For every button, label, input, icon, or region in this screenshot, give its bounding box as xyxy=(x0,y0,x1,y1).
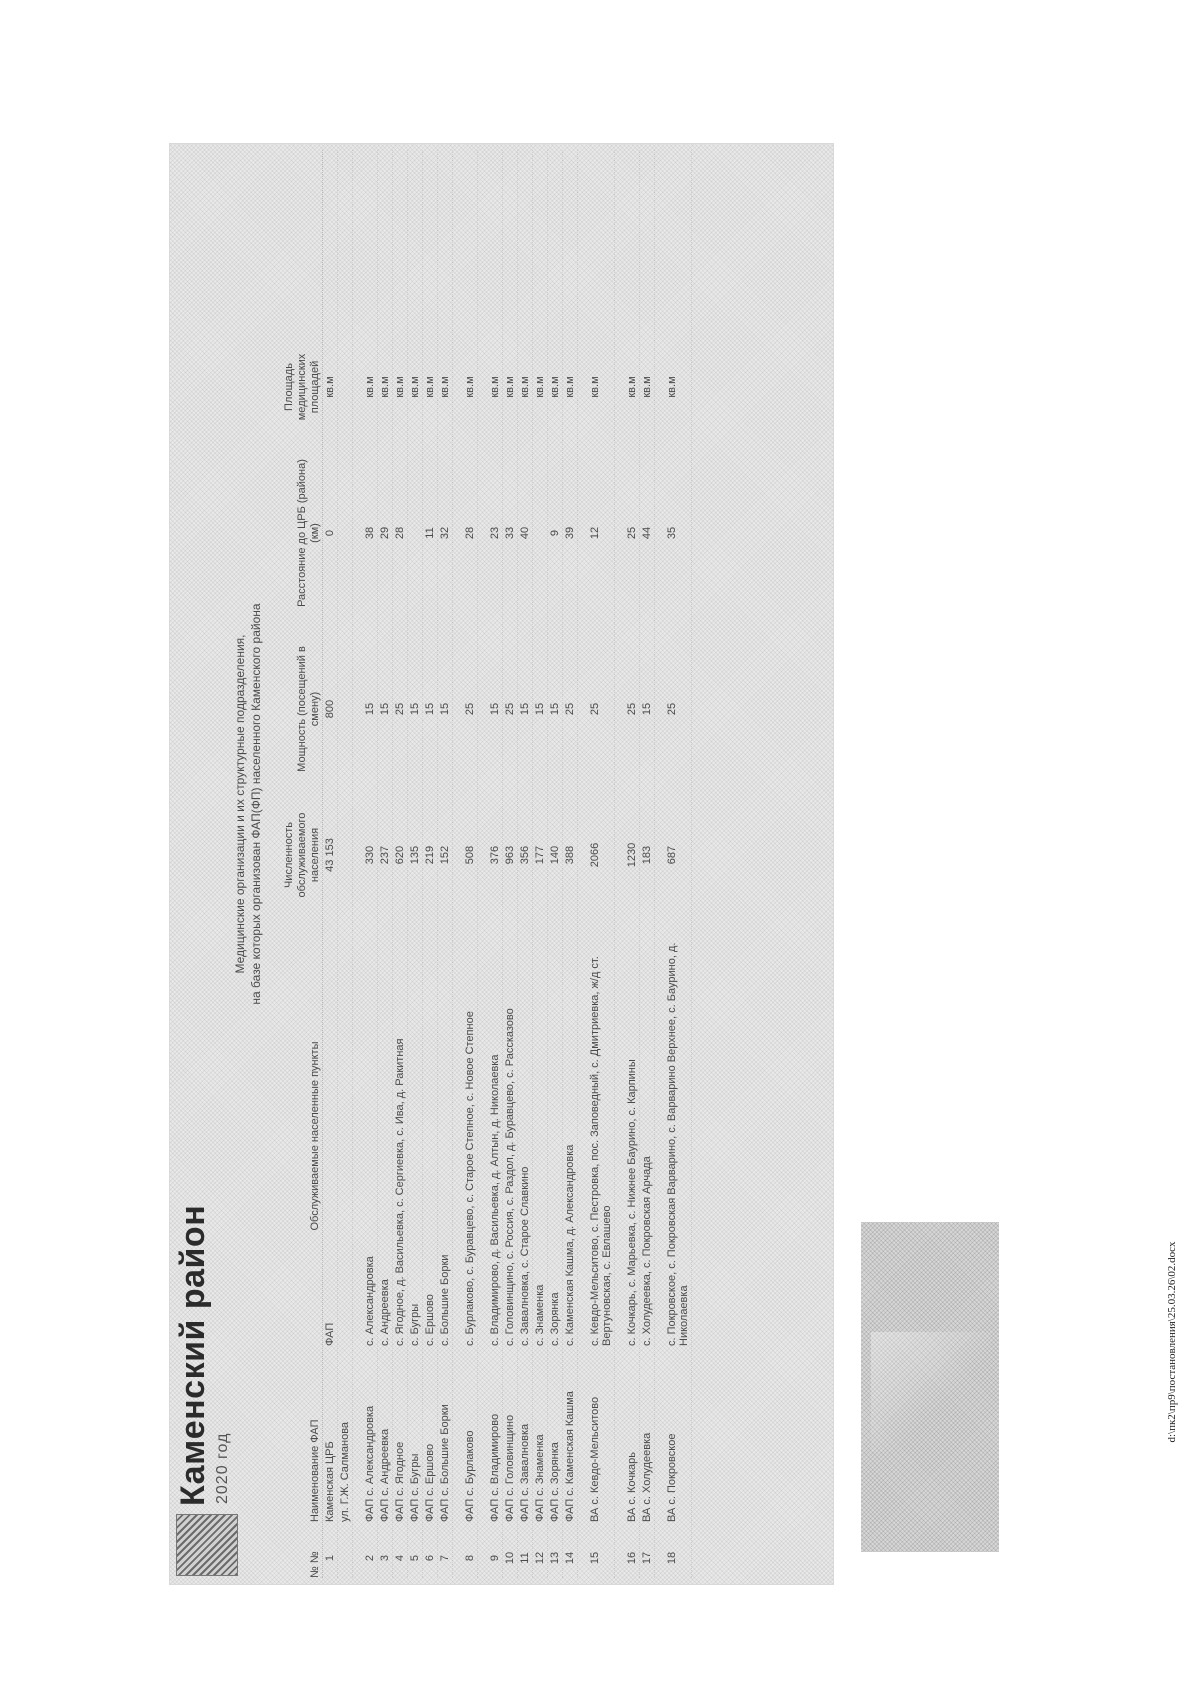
cell-facility-name: Каменская ЦРБ xyxy=(324,1441,336,1522)
cell-capacity: 25 xyxy=(564,702,576,716)
cell-area: кв.м xyxy=(324,376,336,398)
cell-population: 135 xyxy=(409,845,421,865)
cell-population: 1230 xyxy=(626,842,638,868)
table-row xyxy=(488,150,503,1578)
cell-area: кв.м xyxy=(439,376,451,398)
cell-area: кв.м xyxy=(641,376,653,398)
cell-distance: 38 xyxy=(364,526,376,540)
cell-served-villages: с. Каменская Кашма, д. Александровка xyxy=(564,1144,576,1346)
table-caption-line-2: на базе которых организован ФАП(ФП) населенного Каменского района xyxy=(249,603,263,1005)
cell-distance: 11 xyxy=(424,527,436,539)
table-row xyxy=(625,150,640,1578)
cell-capacity: 15 xyxy=(641,702,653,716)
cell-facility-name: ФАП с. Андреевка xyxy=(379,1428,391,1522)
cell-distance: 0 xyxy=(324,529,336,537)
cell-served-villages: с. Бугры xyxy=(409,1303,421,1346)
cell-population: 963 xyxy=(504,845,516,865)
cell-capacity: 25 xyxy=(626,702,638,716)
cell-area: кв.м xyxy=(549,376,561,398)
cell-area: кв.м xyxy=(464,376,476,398)
column-header-population: Численность обслуживаемого населения xyxy=(283,812,321,898)
facilities-table xyxy=(272,150,692,1578)
district-year: 2020 год xyxy=(214,1432,231,1504)
file-path-footer: d:\пк2\пр9\постановления\25.03.26\02.docx xyxy=(1166,1241,1178,1443)
cell-capacity: 15 xyxy=(379,702,391,716)
cell-served-villages: с. Холудеевка, с. Покровская Арчада xyxy=(641,1156,653,1346)
cell-row-number: 14 xyxy=(564,1551,576,1565)
cell-area: кв.м xyxy=(409,376,421,398)
table-row xyxy=(640,150,655,1578)
cell-area: кв.м xyxy=(626,376,638,398)
cell-facility-name: ФАП с. Головинщино xyxy=(504,1414,516,1522)
cell-served-villages: с. Владимирово, д. Васильевка, д. Алтын, д. Николаевка xyxy=(489,1054,501,1346)
cell-row-number: 5 xyxy=(409,1554,421,1562)
cell-row-number: 17 xyxy=(641,1551,653,1565)
table-row xyxy=(533,150,548,1578)
cell-population: 388 xyxy=(564,845,576,865)
cell-population: 508 xyxy=(464,845,476,865)
cell-facility-name: ВА с. Покровское xyxy=(666,1433,678,1522)
column-header-capacity: Мощность (посещений в смену) xyxy=(296,646,321,772)
table-row xyxy=(408,150,423,1578)
cell-area: кв.м xyxy=(589,376,601,398)
cell-facility-name: ВА с. Кочкарь xyxy=(626,1451,638,1522)
cell-served-villages: с. Кочкарь, с. Марьевка, с. Нижнее Баурино, с. Карпины xyxy=(626,1059,638,1346)
table-row xyxy=(563,150,578,1578)
cell-row-number: 4 xyxy=(394,1554,406,1562)
cell-population: 219 xyxy=(424,845,436,865)
cell-area: кв.м xyxy=(424,376,436,398)
cell-distance: 33 xyxy=(504,526,516,540)
cell-capacity: 25 xyxy=(464,702,476,716)
cell-capacity: 25 xyxy=(504,702,516,716)
cell-distance: 9 xyxy=(549,529,561,537)
table-row xyxy=(423,150,438,1578)
cell-area: кв.м xyxy=(564,376,576,398)
cell-distance: 12 xyxy=(589,526,601,540)
cell-population: 183 xyxy=(641,845,653,865)
cell-row-number: 3 xyxy=(379,1554,391,1562)
cell-population: 687 xyxy=(666,845,678,865)
cell-served-villages: с. Головинщино, с. Россия, с. Раздол, д. Буравцево, с. Рассказово xyxy=(504,1008,516,1346)
table-row xyxy=(338,150,353,1578)
cell-row-number: 12 xyxy=(534,1551,546,1565)
cell-row-number: 10 xyxy=(504,1551,516,1565)
cell-population: 237 xyxy=(379,845,391,865)
cell-served-villages: с. Кевдо-Мельситово, с. Пестровка, пос. Заповедный, с. Дмитриевка, ж/д ст. Вертуновская, с. Евлашево xyxy=(589,956,613,1346)
column-header-area: Площадь медицинских площадей xyxy=(283,353,321,421)
cell-distance: 25 xyxy=(626,526,638,540)
cell-distance: 23 xyxy=(489,526,501,540)
cell-area: кв.м xyxy=(666,376,678,398)
cell-row-number: 6 xyxy=(424,1554,436,1562)
cell-distance: 28 xyxy=(464,526,476,540)
cell-capacity: 15 xyxy=(519,702,531,716)
cell-facility-name: ул. Г.Ж. Салманова xyxy=(339,1421,351,1522)
table-header-row xyxy=(272,150,323,1578)
cell-row-number: 18 xyxy=(666,1551,678,1565)
cell-facility-name: ВА с. Холудеевка xyxy=(641,1432,653,1522)
cell-facility-name: ФАП с. Ершово xyxy=(424,1443,436,1522)
table-row xyxy=(503,150,518,1578)
column-header-distance: Расстояние до ЦРБ (района) (км) xyxy=(296,459,321,607)
cell-served-villages: с. Большие Борки xyxy=(439,1254,451,1346)
cell-row-number: 15 xyxy=(589,1551,601,1565)
cell-served-villages: ФАП xyxy=(324,1322,336,1346)
cell-row-number: 1 xyxy=(324,1554,336,1562)
cell-population: 43 153 xyxy=(324,838,336,872)
cell-served-villages: с. Завалновка, с. Старое Славкино xyxy=(519,1166,531,1346)
cell-row-number: 16 xyxy=(626,1551,638,1565)
cell-served-villages: с. Ершово xyxy=(424,1294,436,1346)
cell-row-number: 13 xyxy=(549,1551,561,1565)
cell-area: кв.м xyxy=(394,376,406,398)
cell-capacity: 15 xyxy=(489,702,501,716)
scanned-table-content xyxy=(170,144,833,1584)
table-row xyxy=(378,150,393,1578)
cell-facility-name: ФАП с. Бугры xyxy=(409,1453,421,1522)
cell-capacity: 15 xyxy=(424,702,436,716)
cell-distance: 40 xyxy=(519,526,531,540)
column-header-number: № № xyxy=(309,1551,321,1578)
table-row xyxy=(363,150,378,1578)
cell-population: 2066 xyxy=(589,842,601,868)
table-row xyxy=(463,150,478,1578)
cell-population: 620 xyxy=(394,845,406,865)
cell-area: кв.м xyxy=(489,376,501,398)
cell-capacity: 15 xyxy=(409,702,421,716)
table-caption-line-1: Медицинские организации и их структурные подразделения, xyxy=(233,634,247,974)
cell-facility-name: ФАП с. Бурлаково xyxy=(464,1430,476,1522)
cell-served-villages: с. Ягодное, д. Васильевка, с. Сергиевка, с. Ива, д. Ракитная xyxy=(394,1038,406,1346)
cell-capacity: 25 xyxy=(589,702,601,716)
cell-row-number: 2 xyxy=(364,1554,376,1562)
column-header-name: Наименование ФАП xyxy=(309,1419,321,1522)
cell-facility-name: ФАП с. Ягодное xyxy=(394,1441,406,1522)
cell-row-number: 7 xyxy=(439,1554,451,1562)
cell-facility-name: ФАП с. Завалновка xyxy=(519,1423,531,1522)
cell-population: 356 xyxy=(519,845,531,865)
table-row xyxy=(438,150,453,1578)
cell-served-villages: с. Покровское, с. Покровская Варварино, с. Варварино Верхнее, с. Баурино, д. Николаевка xyxy=(666,942,690,1346)
cell-area: кв.м xyxy=(504,376,516,398)
cell-capacity: 25 xyxy=(666,702,678,716)
cell-row-number: 8 xyxy=(464,1554,476,1562)
cell-served-villages: с. Андреевка xyxy=(379,1279,391,1346)
cell-population: 152 xyxy=(439,845,451,865)
cell-distance: 29 xyxy=(379,526,391,540)
cell-served-villages: с. Бурлаково, с. Буравцево, с. Старое Степное, с. Новое Степное xyxy=(464,1011,476,1346)
cell-row-number: 9 xyxy=(489,1554,501,1562)
cell-facility-name: ФАП с. Александровка xyxy=(364,1405,376,1522)
cell-area: кв.м xyxy=(364,376,376,398)
cell-capacity: 15 xyxy=(549,702,561,716)
cell-facility-name: ФАП с. Владимирово xyxy=(489,1413,501,1522)
cell-facility-name: ФАП с. Каменская Кашма xyxy=(564,1391,576,1522)
district-emblem-icon xyxy=(176,1514,238,1576)
cell-served-villages: с. Александровка xyxy=(364,1256,376,1346)
cell-distance: 32 xyxy=(439,526,451,540)
district-title: Каменский район xyxy=(174,1204,212,1506)
cell-row-number: 11 xyxy=(519,1552,531,1564)
cell-served-villages: с. Знаменка xyxy=(534,1284,546,1346)
cell-distance: 28 xyxy=(394,526,406,540)
cell-capacity: 25 xyxy=(394,702,406,716)
table-caption xyxy=(232,444,264,1164)
table-row xyxy=(588,150,615,1578)
column-header-villages: Обслуживаемые населенные пункты xyxy=(309,1041,321,1231)
cell-facility-name: ФАП с. Большие Борки xyxy=(439,1404,451,1522)
table-row xyxy=(393,150,408,1578)
cell-population: 140 xyxy=(549,845,561,865)
table-body xyxy=(323,150,692,1578)
cell-capacity: 15 xyxy=(364,702,376,716)
scan-side-block xyxy=(861,1222,999,1552)
cell-area: кв.м xyxy=(379,376,391,398)
cell-area: кв.м xyxy=(519,376,531,398)
cell-facility-name: ВА с. Кевдо-Мельситово xyxy=(589,1396,601,1522)
table-row xyxy=(665,150,692,1578)
cell-facility-name: ФАП с. Зорянка xyxy=(549,1442,561,1522)
cell-capacity: 15 xyxy=(534,702,546,716)
cell-distance: 35 xyxy=(666,526,678,540)
cell-facility-name: ФАП с. Знаменка xyxy=(534,1434,546,1522)
cell-distance: 39 xyxy=(564,526,576,540)
cell-served-villages: с. Зорянка xyxy=(549,1292,561,1346)
cell-population: 330 xyxy=(364,845,376,865)
scanned-table-image xyxy=(170,144,833,1584)
cell-population: 376 xyxy=(489,845,501,865)
table-row xyxy=(548,150,563,1578)
cell-distance: 44 xyxy=(641,526,653,540)
cell-capacity: 800 xyxy=(324,699,336,719)
cell-capacity: 15 xyxy=(439,702,451,716)
table-row xyxy=(323,150,338,1578)
cell-area: кв.м xyxy=(534,376,546,398)
table-row xyxy=(518,150,533,1578)
cell-population: 177 xyxy=(534,845,546,865)
